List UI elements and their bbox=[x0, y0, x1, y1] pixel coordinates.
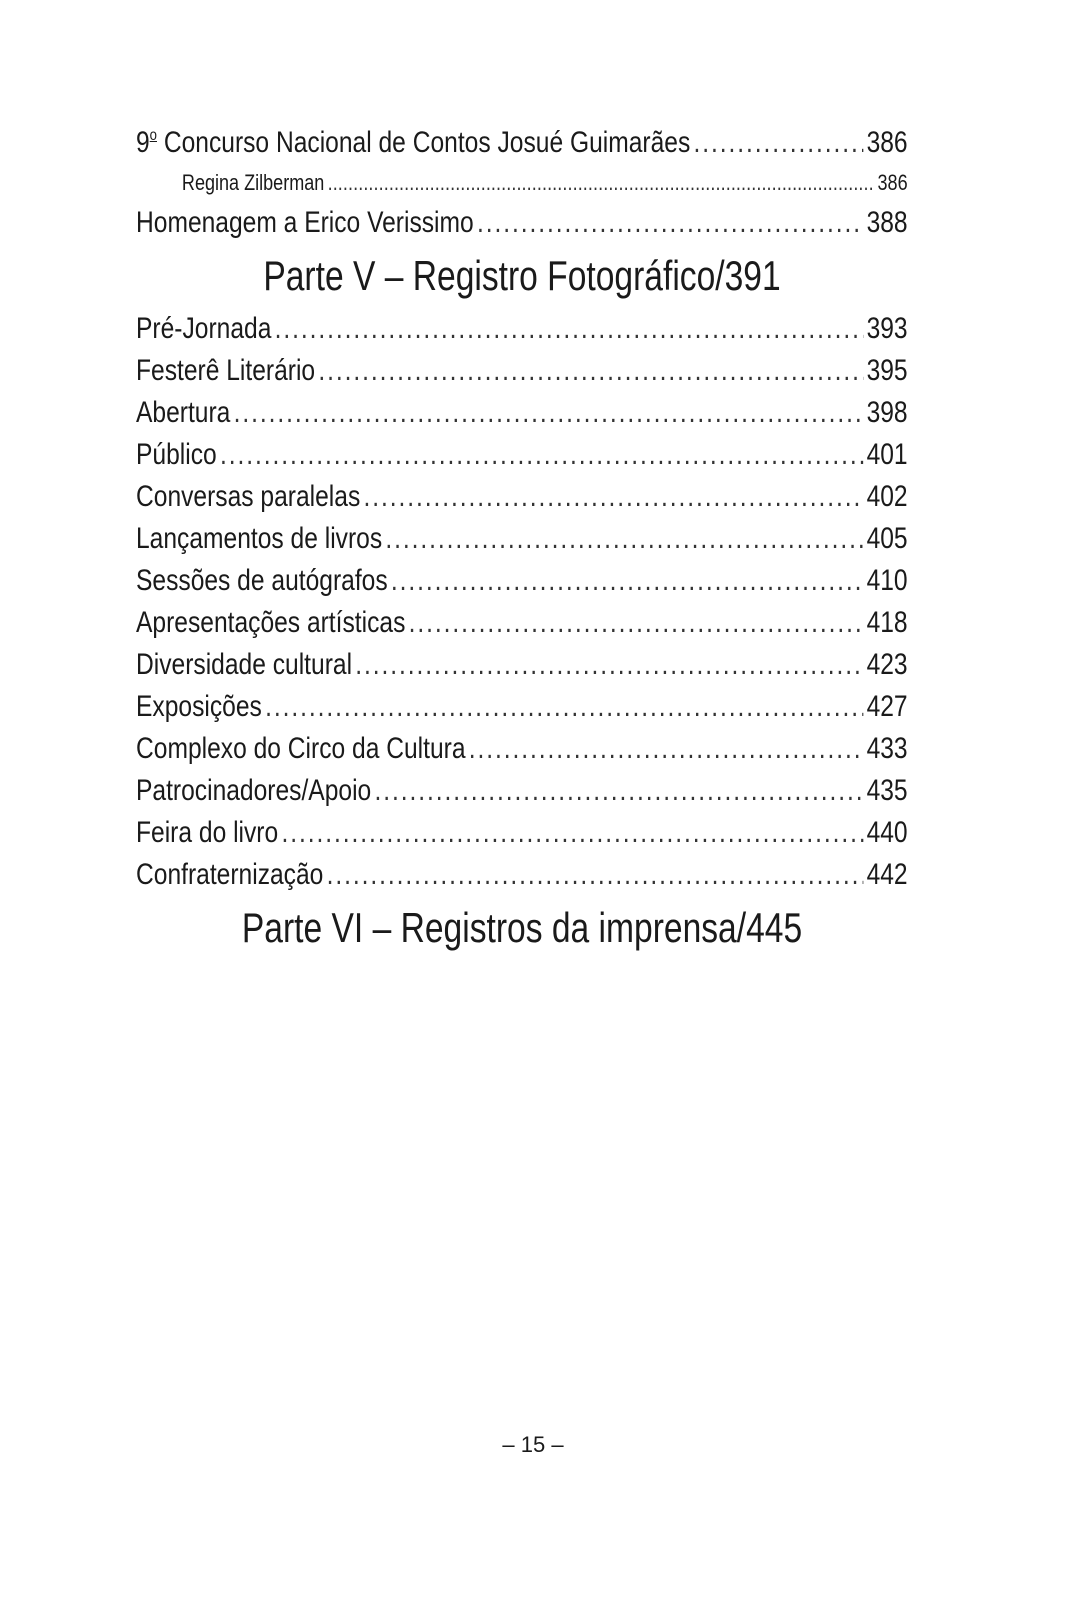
page-number: – 15 – bbox=[502, 1432, 564, 1457]
toc-entry bbox=[136, 434, 908, 476]
toc-entry bbox=[136, 392, 908, 434]
toc-entry bbox=[136, 770, 908, 812]
toc-entry bbox=[136, 812, 908, 854]
dot-leader bbox=[477, 202, 863, 244]
toc-entry-label: Sessões de autógrafos bbox=[136, 564, 388, 597]
toc-entry bbox=[136, 686, 908, 728]
toc-entry-page: 423 bbox=[866, 648, 908, 681]
toc-subentry-regina bbox=[136, 164, 908, 202]
part-v-entries bbox=[136, 308, 908, 896]
toc-entry-page: 388 bbox=[866, 206, 908, 239]
dot-leader bbox=[265, 686, 863, 728]
toc-entry-page: 405 bbox=[866, 522, 908, 555]
toc-entry bbox=[136, 350, 908, 392]
toc-entry-page: 440 bbox=[866, 816, 908, 849]
dot-leader bbox=[391, 560, 863, 602]
toc-entry bbox=[136, 308, 908, 350]
toc-entry-label: Confraternização bbox=[136, 858, 324, 891]
dot-leader bbox=[234, 392, 864, 434]
toc-entry-label: Apresentações artísticas bbox=[136, 606, 406, 639]
toc-entry-text: Concurso Nacional de Contos Josué Guimarães bbox=[163, 126, 691, 159]
toc-entry bbox=[136, 854, 908, 896]
toc-entry bbox=[136, 728, 908, 770]
toc-entry bbox=[136, 644, 908, 686]
toc-entry-page: 393 bbox=[866, 312, 908, 345]
toc-entry bbox=[136, 476, 908, 518]
toc-entry-concurso bbox=[136, 122, 908, 164]
toc-entry-label: Público bbox=[136, 438, 217, 471]
table-of-contents bbox=[136, 122, 908, 960]
toc-entry-page: 401 bbox=[866, 438, 908, 471]
dot-leader bbox=[318, 350, 863, 392]
dot-leader bbox=[385, 518, 863, 560]
dot-leader bbox=[375, 770, 864, 812]
dot-leader bbox=[220, 434, 863, 476]
toc-entry-label bbox=[136, 122, 690, 164]
toc-entry-page: 418 bbox=[866, 606, 908, 639]
toc-entry-label: Complexo do Circo da Cultura bbox=[136, 732, 466, 765]
toc-entry-page: 410 bbox=[866, 564, 908, 597]
toc-entry-label: Feira do livro bbox=[136, 816, 279, 849]
toc-entry-page: 402 bbox=[866, 480, 908, 513]
toc-entry-page: 427 bbox=[866, 690, 908, 723]
toc-entry bbox=[136, 602, 908, 644]
toc-entry bbox=[136, 518, 908, 560]
dot-leader bbox=[281, 812, 863, 854]
toc-entry-label: Conversas paralelas bbox=[136, 480, 361, 513]
toc-entry-page: 433 bbox=[866, 732, 908, 765]
part-vi-heading: Parte VI – Registros da imprensa/445 bbox=[241, 904, 803, 951]
toc-entry-page: 435 bbox=[866, 774, 908, 807]
dot-leader bbox=[469, 728, 863, 770]
toc-entry-label: Abertura bbox=[136, 396, 231, 429]
toc-ordinal: 9 bbox=[136, 126, 150, 159]
toc-entry-label: Patrocinadores/Apoio bbox=[136, 774, 372, 807]
toc-entry-homenagem bbox=[136, 202, 908, 244]
part-v-heading: Parte V – Registro Fotográfico/391 bbox=[263, 252, 781, 299]
toc-entry-label: Diversidade cultural bbox=[136, 648, 353, 681]
dot-leader bbox=[275, 308, 864, 350]
dot-leader bbox=[694, 122, 864, 164]
dot-leader bbox=[355, 644, 863, 686]
dot-leader bbox=[328, 164, 875, 202]
toc-entry-page: 442 bbox=[866, 858, 908, 891]
dot-leader bbox=[327, 854, 864, 896]
toc-subentry-label: Regina Zilberman bbox=[181, 170, 325, 195]
toc-ordinal-suffix: o bbox=[149, 127, 157, 144]
toc-entry bbox=[136, 560, 908, 602]
dot-leader bbox=[409, 602, 864, 644]
toc-entry-label: Homenagem a Erico Verissimo bbox=[136, 206, 474, 239]
toc-entry-label: Festerê Literário bbox=[136, 354, 316, 387]
toc-entry-page: 386 bbox=[866, 126, 908, 159]
toc-entry-label: Pré-Jornada bbox=[136, 312, 272, 345]
toc-entry-page: 395 bbox=[866, 354, 908, 387]
toc-subentry-page: 386 bbox=[877, 170, 908, 195]
toc-entry-label: Lançamentos de livros bbox=[136, 522, 383, 555]
toc-entry-label: Exposições bbox=[136, 690, 262, 723]
toc-entry-page: 398 bbox=[866, 396, 908, 429]
dot-leader bbox=[364, 476, 864, 518]
